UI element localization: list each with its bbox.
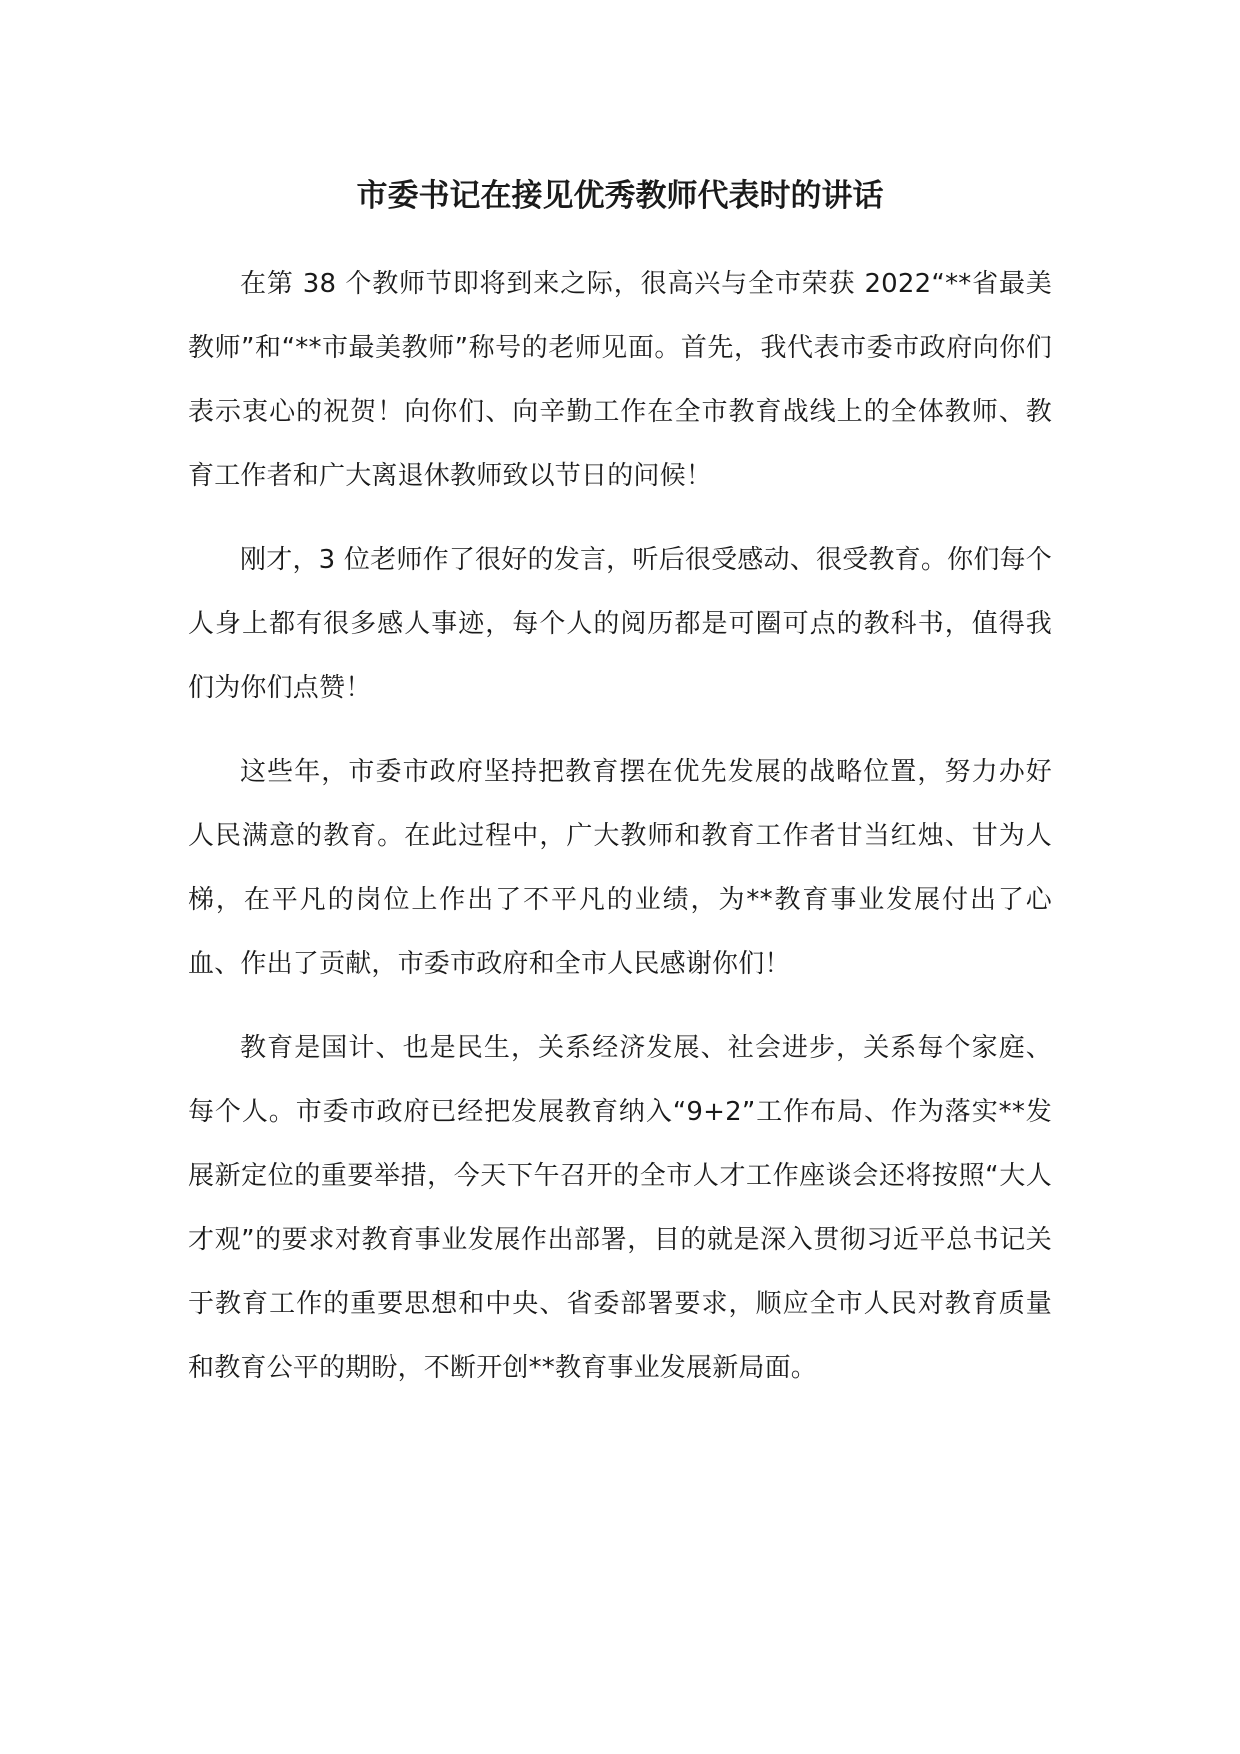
paragraph-2: 刚才，3 位老师作了很好的发言，听后很受感动、很受教育。你们每个人身上都有很多感人事迹，每个人的阅历都是可圈可点的教科书，值得我们为你们点赞！ — [188, 545, 1052, 703]
document-body — [188, 252, 1052, 1420]
paragraph-1: 在第 38 个教师节即将到来之际，很高兴与全市荣获 2022“**省最美教师”和“**市最美教师”称号的老师见面。首先，我代表市委市政府向你们表示衷心的祝贺！向你们、向辛勤工作在全市教育战线上的全体教师、教育工作者和广大离退休教师致以节日的问候！ — [188, 269, 1052, 491]
paragraph-4: 教育是国计、也是民生，关系经济发展、社会进步，关系每个家庭、每个人。市委市政府已经把发展教育纳入“9+2”工作布局、作为落实**发展新定位的重要举措，今天下午召开的全市人才工作座谈会还将按照“大人才观”的要求对教育事业发展作出部署，目的就是深入贯彻习近平总书记关于教育工作的重要思想和中央、省委部署要求，顺应全市人民对教育质量和教育公平的期盼，不断开创**教育事业发展新局面。 — [188, 1033, 1052, 1383]
paragraph-3: 这些年，市委市政府坚持把教育摆在优先发展的战略位置，努力办好人民满意的教育。在此过程中，广大教师和教育工作者甘当红烛、甘为人梯，在平凡的岗位上作出了不平凡的业绩，为**教育事业发展付出了心血、作出了贡献，市委市政府和全市人民感谢你们！ — [188, 757, 1052, 979]
document-title: 市委书记在接见优秀教师代表时的讲话 — [356, 178, 884, 214]
